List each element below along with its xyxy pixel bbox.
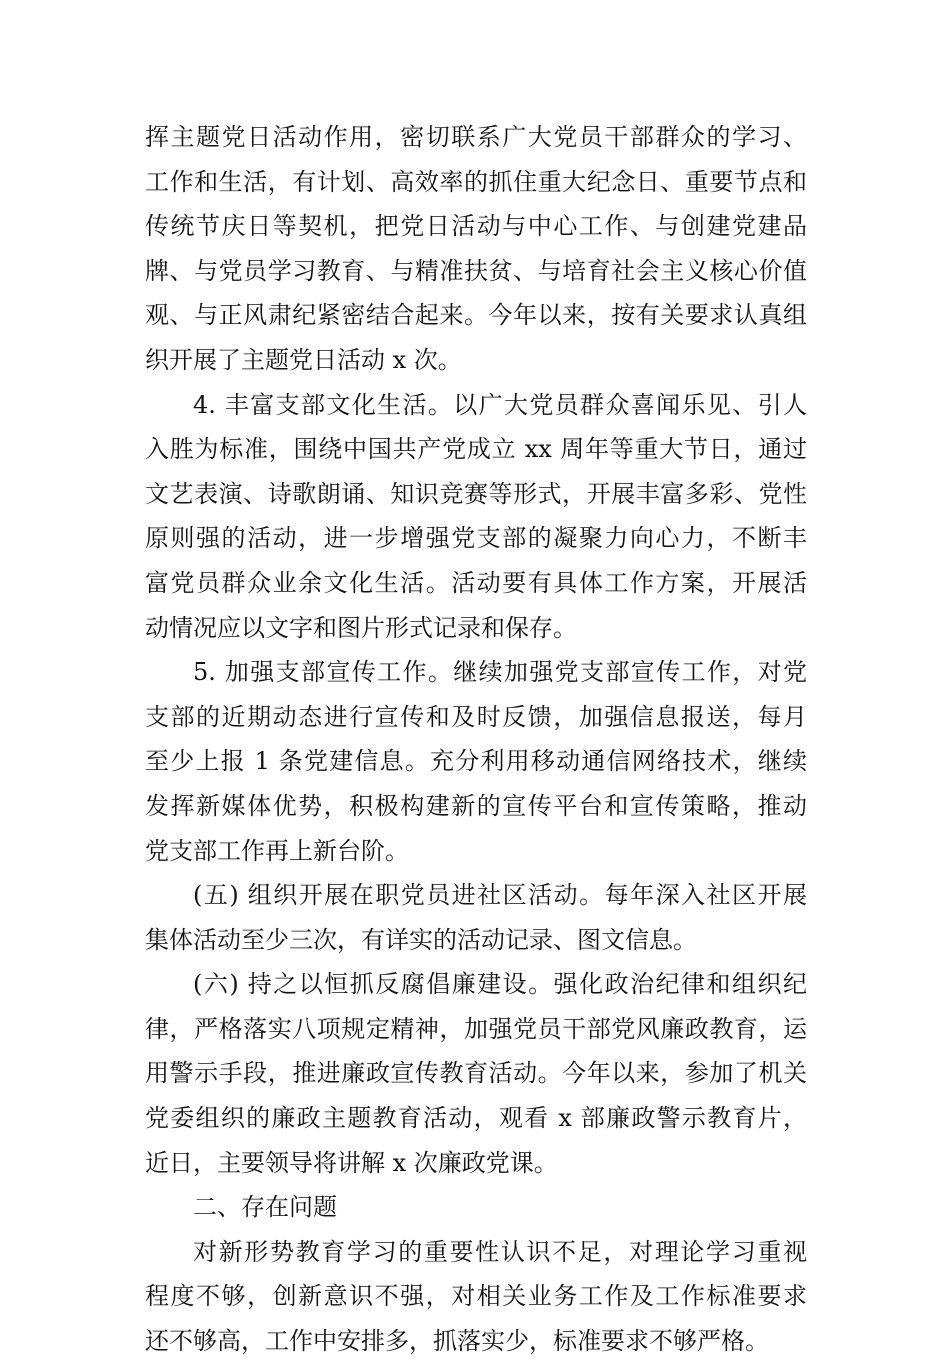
paragraph-line: 党委组织的廉政主题教育活动，观看 x 部廉政警示教育片，: [145, 1104, 807, 1133]
paragraph-first-line: 二、存在问题: [193, 1193, 337, 1222]
paragraph-line: 动情况应以文字和图片形式记录和保存。: [145, 613, 577, 642]
paragraph-line: 富党员群众业余文化生活。活动要有具体工作方案，开展活: [145, 568, 807, 597]
paragraph-line: 文艺表演、诗歌朗诵、知识竞赛等形式，开展丰富多彩、党性: [145, 479, 807, 508]
paragraph-line: 集体活动至少三次，有详实的活动记录、图文信息。: [145, 925, 697, 954]
paragraph-line: 至少上报 1 条党建信息。充分利用移动通信网络技术，继续: [145, 747, 807, 776]
document-body: [145, 115, 807, 1364]
paragraph-line: 发挥新媒体优势，积极构建新的宣传平台和宣传策略，推动: [145, 791, 807, 820]
paragraph-first-line: 4. 丰富支部文化生活。以广大党员群众喜闻乐见、引人: [193, 390, 807, 419]
paragraph-line: 原则强的活动，进一步增强党支部的凝聚力向心力，不断丰: [145, 524, 807, 553]
paragraph-line: 入胜为标准，围绕中国共产党成立 xx 周年等重大节日，通过: [145, 435, 807, 464]
paragraph-first-line: 5. 加强支部宣传工作。继续加强党支部宣传工作，对党: [193, 658, 807, 687]
paragraph-line: 支部的近期动态进行宣传和及时反馈，加强信息报送，每月: [145, 702, 807, 731]
paragraph-line: 传统节庆日等契机，把党日活动与中心工作、与创建党建品: [145, 212, 807, 241]
paragraph-line: 挥主题党日活动作用，密切联系广大党员干部群众的学习、: [145, 123, 807, 151]
paragraph-line: 织开展了主题党日活动 x 次。: [145, 345, 462, 374]
paragraph-line: 还不够高，工作中安排多，抓落实少，标准要求不够严格。: [145, 1327, 769, 1356]
paragraph-first-line: 对新形势教育学习的重要性认识不足，对理论学习重视: [193, 1237, 807, 1266]
paragraph-first-line: (六) 持之以恒抓反腐倡廉建设。强化政治纪律和组织纪: [193, 970, 807, 999]
paragraph-line: 用警示手段，推进廉政宣传教育活动。今年以来，参加了机关: [145, 1059, 807, 1088]
paragraph-line: 工作和生活，有计划、高效率的抓住重大纪念日、重要节点和: [145, 167, 807, 196]
paragraph-first-line: (五) 组织开展在职党员进社区活动。每年深入社区开展: [193, 881, 807, 910]
paragraph-line: 观、与正风肃纪紧密结合起来。今年以来，按有关要求认真组: [145, 301, 807, 330]
paragraph-line: 党支部工作再上新台阶。: [145, 836, 409, 865]
paragraph-line: 程度不够，创新意识不强，对相关业务工作及工作标准要求: [145, 1282, 807, 1311]
paragraph-line: 近日，主要领导将讲解 x 次廉政党课。: [145, 1148, 558, 1177]
paragraph-line: 牌、与党员学习教育、与精准扶贫、与培育社会主义核心价值: [145, 256, 807, 285]
paragraph-line: 律，严格落实八项规定精神，加强党员干部党风廉政教育，运: [145, 1014, 807, 1043]
